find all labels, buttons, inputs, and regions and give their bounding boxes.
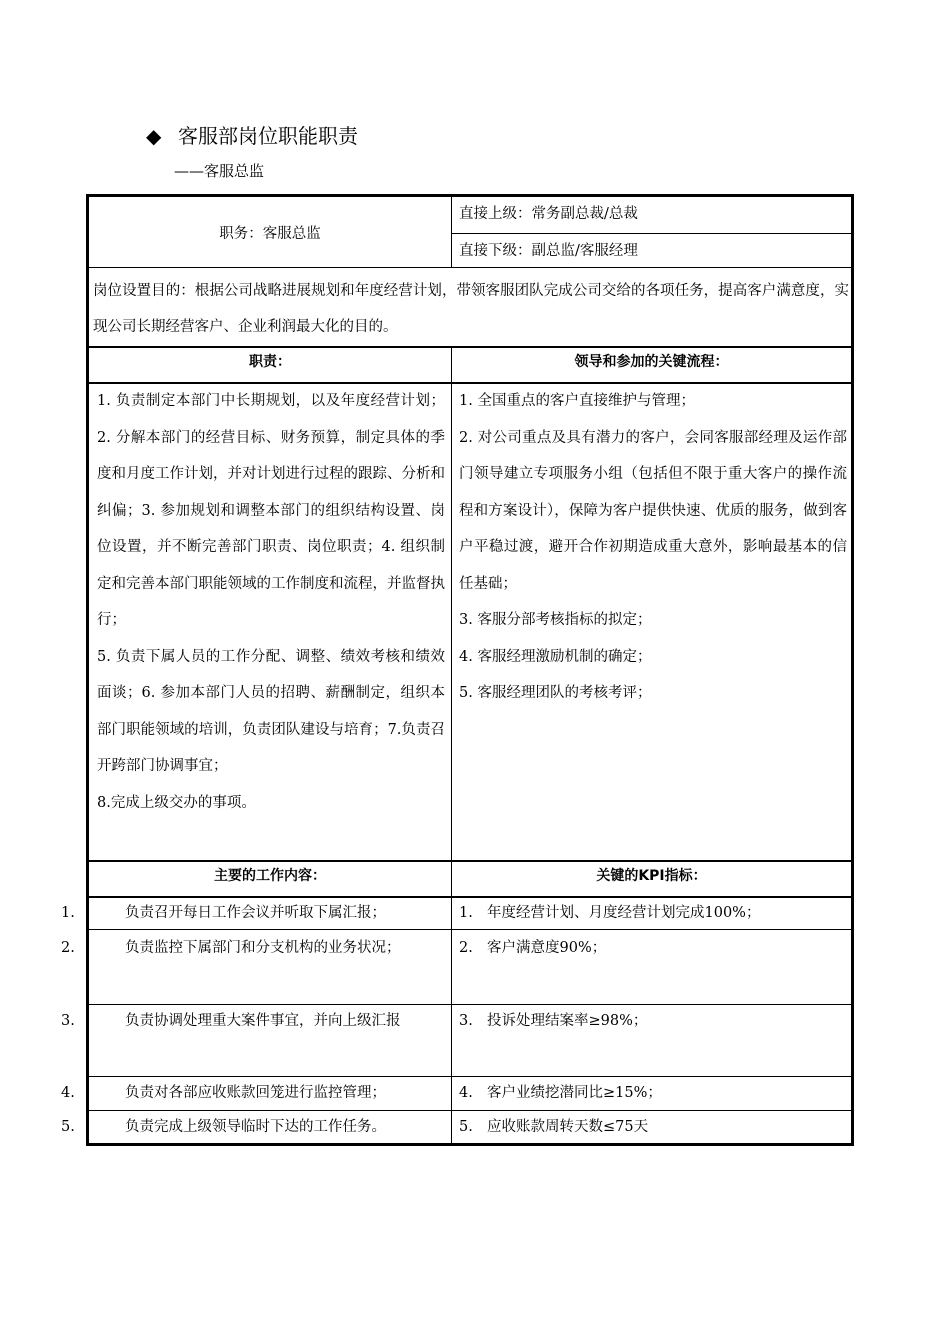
item-number: 1. bbox=[61, 905, 75, 921]
processes-header: 领导和参加的关键流程： bbox=[574, 354, 729, 370]
divider bbox=[451, 347, 452, 860]
item-text: 负责完成上级领导临时下达的工作任务。 bbox=[125, 1119, 386, 1135]
duty-paragraph: 8.完成上级交办的事项。 bbox=[97, 794, 256, 811]
diamond-bullet-icon: ◆ bbox=[146, 124, 162, 148]
item-number: 3. bbox=[61, 1013, 75, 1029]
work-item bbox=[61, 1109, 445, 1145]
kpi-item bbox=[459, 930, 847, 966]
work-item bbox=[61, 930, 445, 966]
item-text: 投诉处理结案率≥98%； bbox=[487, 1013, 648, 1029]
divider bbox=[89, 267, 851, 268]
item-text: 年度经营计划、月度经营计划完成100%； bbox=[487, 905, 761, 921]
divider bbox=[451, 233, 851, 234]
item-text: 负责对各部应收账款回笼进行监控管理； bbox=[125, 1085, 386, 1101]
page-title: 客服部岗位职能职责 bbox=[178, 124, 358, 148]
duties-list bbox=[97, 383, 445, 821]
item-text: 负责协调处理重大案件事宜，并向上级汇报 bbox=[125, 1013, 401, 1029]
page-heading bbox=[146, 122, 358, 150]
item-text: 负责召开每日工作会议并听取下属汇报； bbox=[125, 905, 386, 921]
item-text: 负责监控下属部门和分支机构的业务状况； bbox=[125, 940, 401, 956]
work-item bbox=[61, 895, 445, 931]
page-subtitle: ——客服总监 bbox=[174, 162, 265, 180]
work-header: 主要的工作内容： bbox=[214, 868, 326, 884]
item-number: 4. bbox=[459, 1085, 473, 1101]
item-number: 2. bbox=[61, 940, 75, 956]
kpi-header: 关键的KPI指标： bbox=[596, 868, 707, 884]
work-item bbox=[61, 1075, 445, 1111]
kpi-item bbox=[459, 1003, 847, 1039]
direct-superior: 直接上级：常务副总裁/总裁 bbox=[459, 206, 638, 222]
process-item: 5. 客服经理团队的考核考评； bbox=[459, 685, 652, 701]
process-item: 4. 客服经理激励机制的确定； bbox=[459, 648, 652, 665]
kpi-item bbox=[459, 1075, 847, 1111]
item-number: 2. bbox=[459, 940, 473, 956]
position-cell: 职务：客服总监 bbox=[219, 225, 321, 242]
duty-paragraph: 5. 负责下属人员的工作分配、调整、绩效考核和绩效面谈；6. 参加本部门人员的招聘、薪酬制定，组织本部门职能领域的培训，负责团队建设与培育；7.负责召开跨部门协调事宜； bbox=[97, 648, 445, 774]
kpi-item bbox=[459, 1109, 847, 1145]
duty-paragraph: 1. 负责制定本部门中长期规划，以及年度经营计划；2. 分解本部门的经营目标、财务预算，制定具体的季度和月度工作计划，并对计划进行过程的跟踪、分析和纠偏；3. 参加规划和调整本部门的组织结构设置、岗位设置，并不断完善部门职责、岗位职责；4. 组织制定和完善本部门职能领域的工作制度和流程，并监督执行； bbox=[97, 393, 445, 628]
item-text: 客户业绩挖潜同比≥15%； bbox=[487, 1085, 662, 1101]
duties-table bbox=[61, 194, 854, 1146]
processes-list bbox=[459, 383, 847, 712]
item-number: 3. bbox=[459, 1013, 473, 1029]
item-text: 应收账款周转天数≤75天 bbox=[487, 1119, 649, 1135]
process-item: 3. 客服分部考核指标的拟定； bbox=[459, 612, 652, 628]
work-item bbox=[61, 1003, 445, 1039]
duties-header: 职责： bbox=[249, 354, 291, 370]
process-item: 1. 全国重点的客户直接维护与管理； bbox=[459, 393, 695, 409]
item-text: 客户满意度90%； bbox=[487, 940, 607, 956]
divider bbox=[451, 197, 452, 267]
item-number: 5. bbox=[61, 1119, 75, 1135]
kpi-item bbox=[459, 895, 847, 931]
item-number: 4. bbox=[61, 1085, 75, 1101]
direct-subordinate: 直接下级：副总监/客服经理 bbox=[459, 243, 638, 259]
position-purpose: 岗位设置目的：根据公司战略进展规划和年度经营计划，带领客服团队完成公司交给的各项任务，提高客户满意度，实现公司长期经营客户、企业利润最大化的目的。 bbox=[93, 283, 849, 335]
item-number: 1. bbox=[459, 905, 473, 921]
process-item: 2. 对公司重点及具有潜力的客户，会同客服部经理及运作部门领导建立专项服务小组（包括但不限于重大客户的操作流程和方案设计），保障为客户提供快速、优质的服务，做到客户平稳过渡，避开合作初期造成重大意外，影响最基本的信任基础； bbox=[459, 429, 847, 592]
item-number: 5. bbox=[459, 1119, 473, 1135]
divider bbox=[451, 861, 452, 1143]
